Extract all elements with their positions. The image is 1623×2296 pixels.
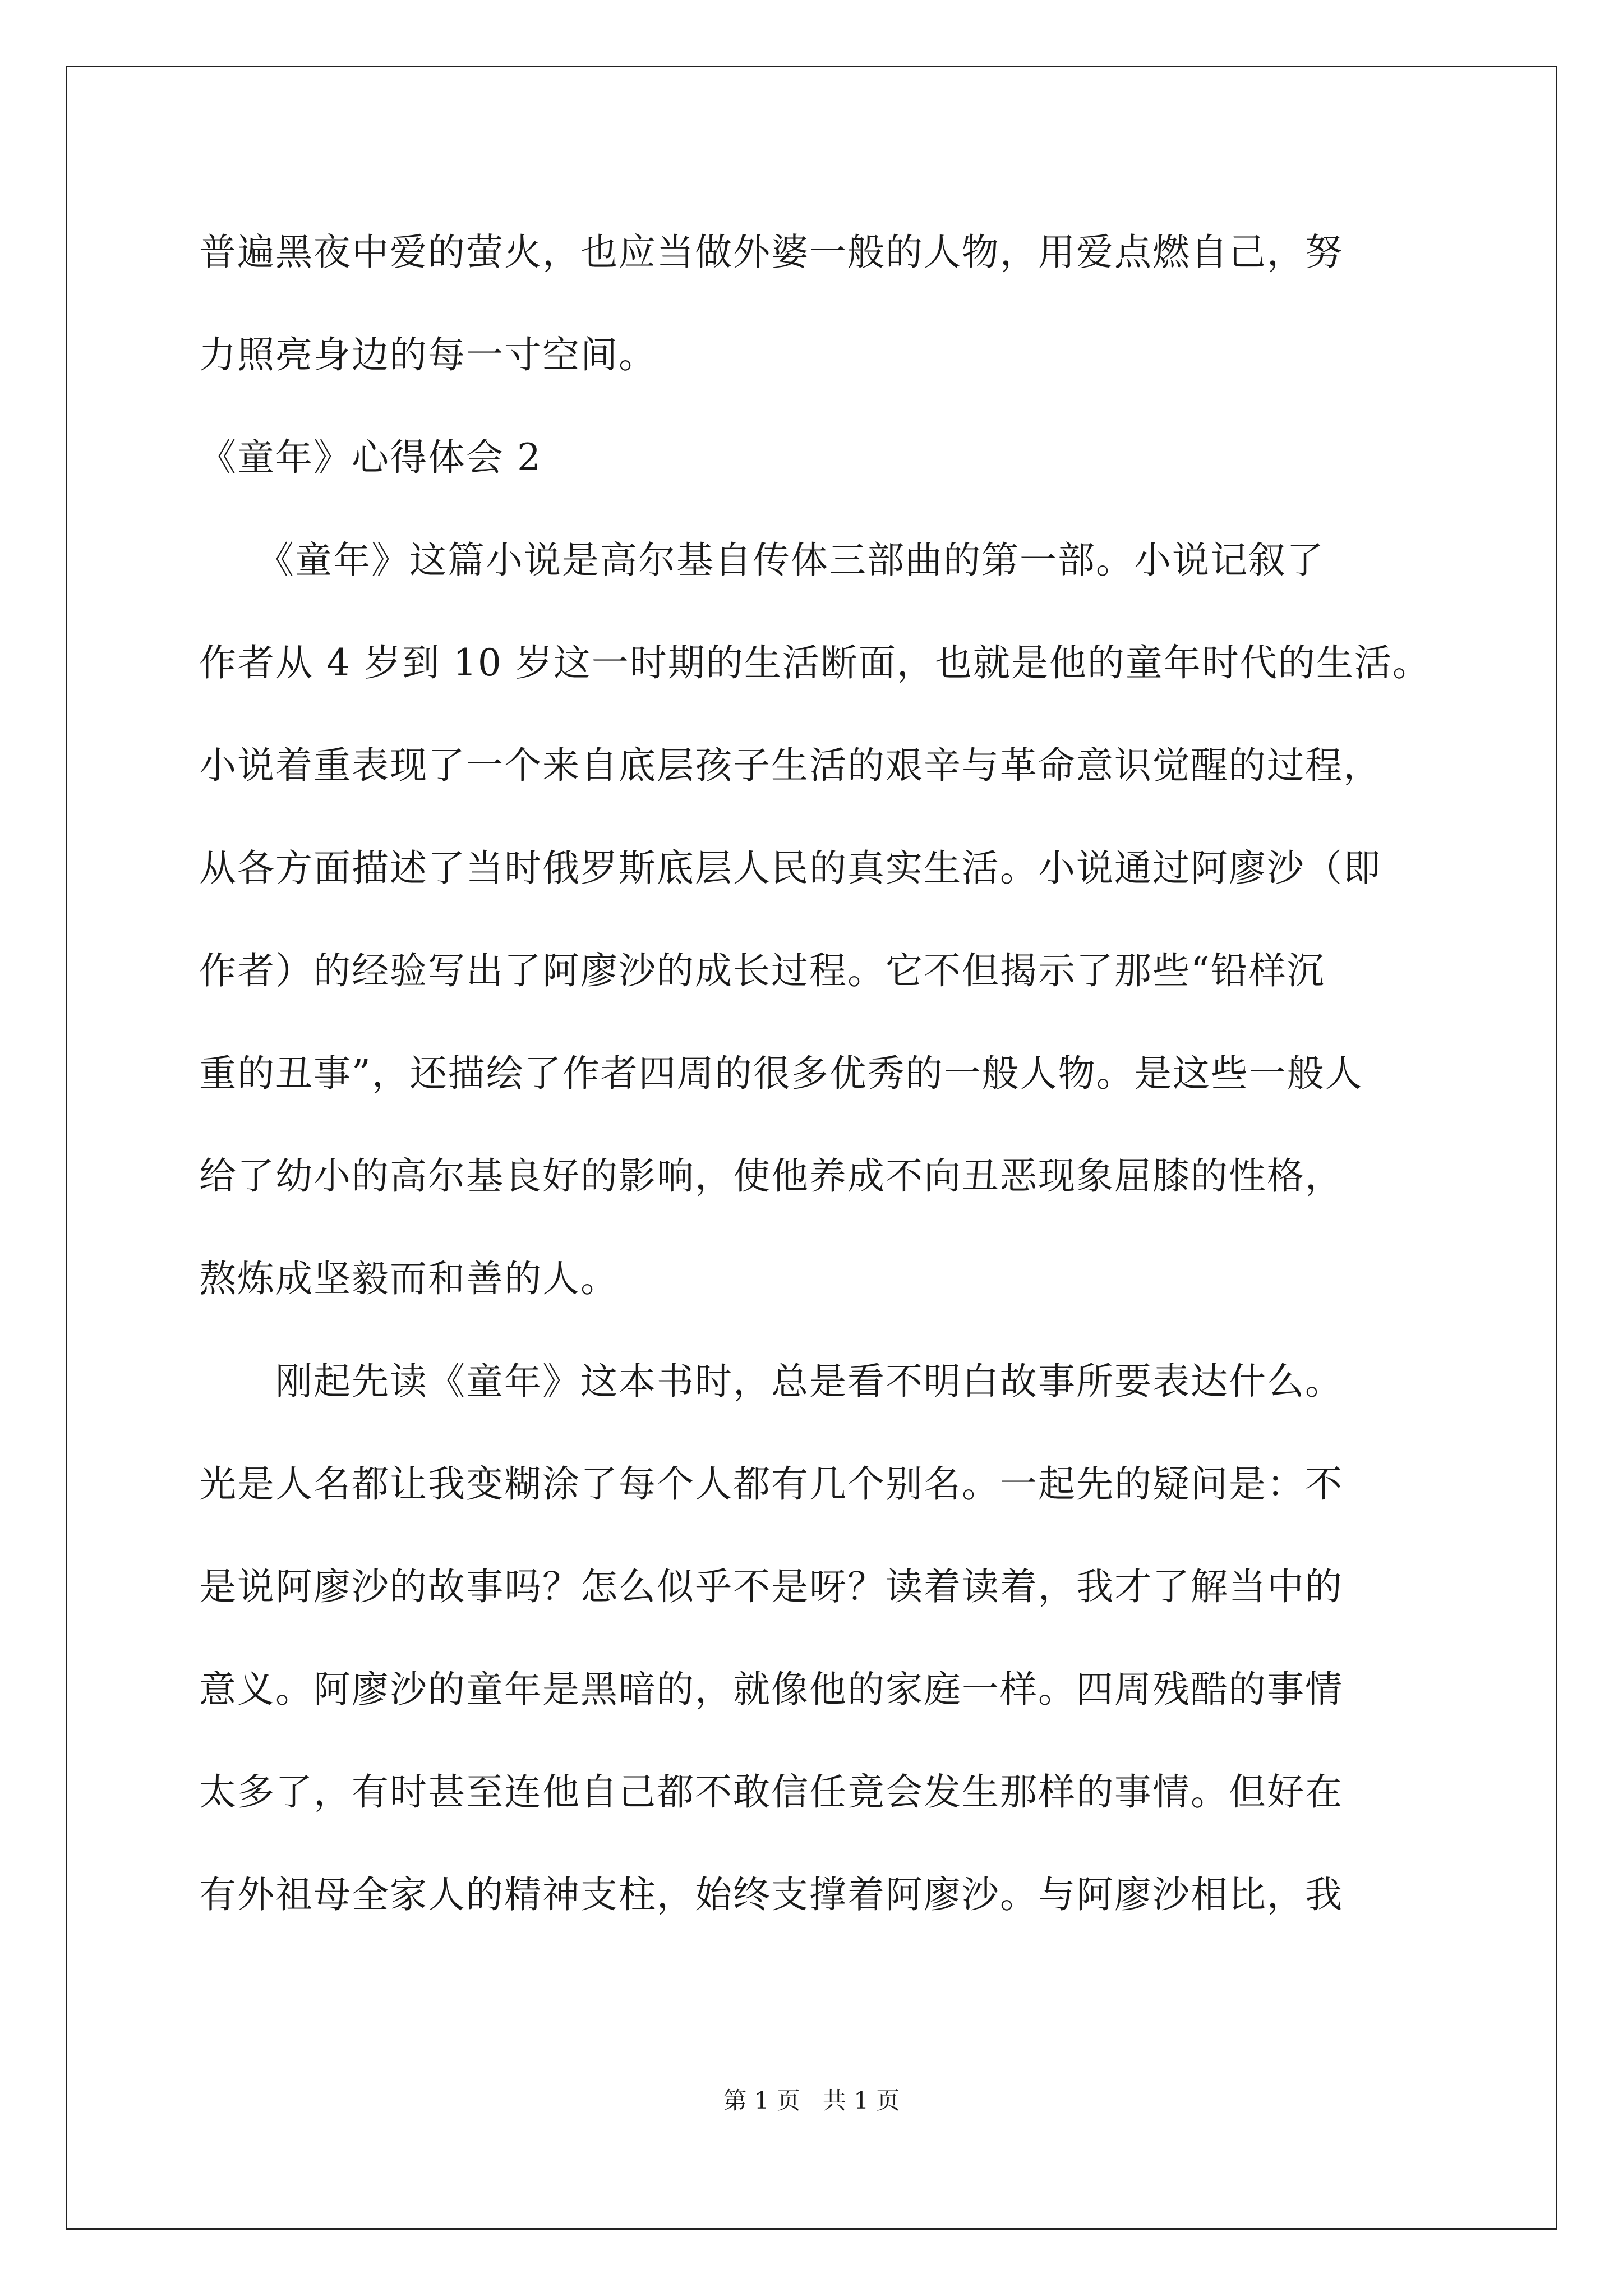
page-number-current: 第 1 页 [723, 2087, 800, 2114]
text-line: 光是人名都让我变糊涂了每个人都有几个别名。一起先的疑问是：不 [199, 1462, 1343, 1506]
text-line: 作者从 4 岁到 10 岁这一时期的生活断面，也就是他的童年时代的生活。 [199, 641, 1431, 684]
text-line: 作者）的经验写出了阿廖沙的成长过程。它不但揭示了那些“铅样沉 [199, 949, 1325, 992]
text-line: 重的丑事”，还描绘了作者四周的很多优秀的一般人物。是这些一般人 [199, 1052, 1363, 1095]
page-footer [0, 2084, 1623, 2118]
text-line: 从各方面描述了当时俄罗斯底层人民的真实生活。小说通过阿廖沙（即 [199, 846, 1381, 890]
text-line: 给了幼小的高尔基良好的影响，使他养成不向丑恶现象屈膝的性格， [199, 1154, 1343, 1198]
text-line: 普遍黑夜中爱的萤火，也应当做外婆一般的人物，用爱点燃自己，努 [199, 231, 1343, 274]
text-line: 熬炼成坚毅而和善的人。 [199, 1257, 619, 1300]
text-line: 刚起先读《童年》这本书时，总是看不明白故事所要表达什么。 [199, 1360, 1343, 1403]
text-line: 是说阿廖沙的故事吗？怎么似乎不是呀？读着读着，我才了解当中的 [199, 1565, 1343, 1608]
text-line: 《童年》这篇小说是高尔基自传体三部曲的第一部。小说记叙了 [199, 539, 1325, 582]
text-line: 力照亮身边的每一寸空间。 [199, 333, 657, 376]
text-line: 意义。阿廖沙的童年是黑暗的，就像他的家庭一样。四周残酷的事情 [199, 1668, 1343, 1711]
page-number-total: 共 1 页 [823, 2087, 900, 2114]
text-line: 有外祖母全家人的精神支柱，始终支撑着阿廖沙。与阿廖沙相比，我 [199, 1873, 1343, 1916]
text-line: 太多了，有时甚至连他自己都不敢信任竟会发生那样的事情。但好在 [199, 1770, 1343, 1814]
text-line: 小说着重表现了一个来自底层孩子生活的艰辛与革命意识觉醒的过程， [199, 744, 1381, 787]
section-heading: 《童年》心得体会 2 [199, 436, 542, 479]
